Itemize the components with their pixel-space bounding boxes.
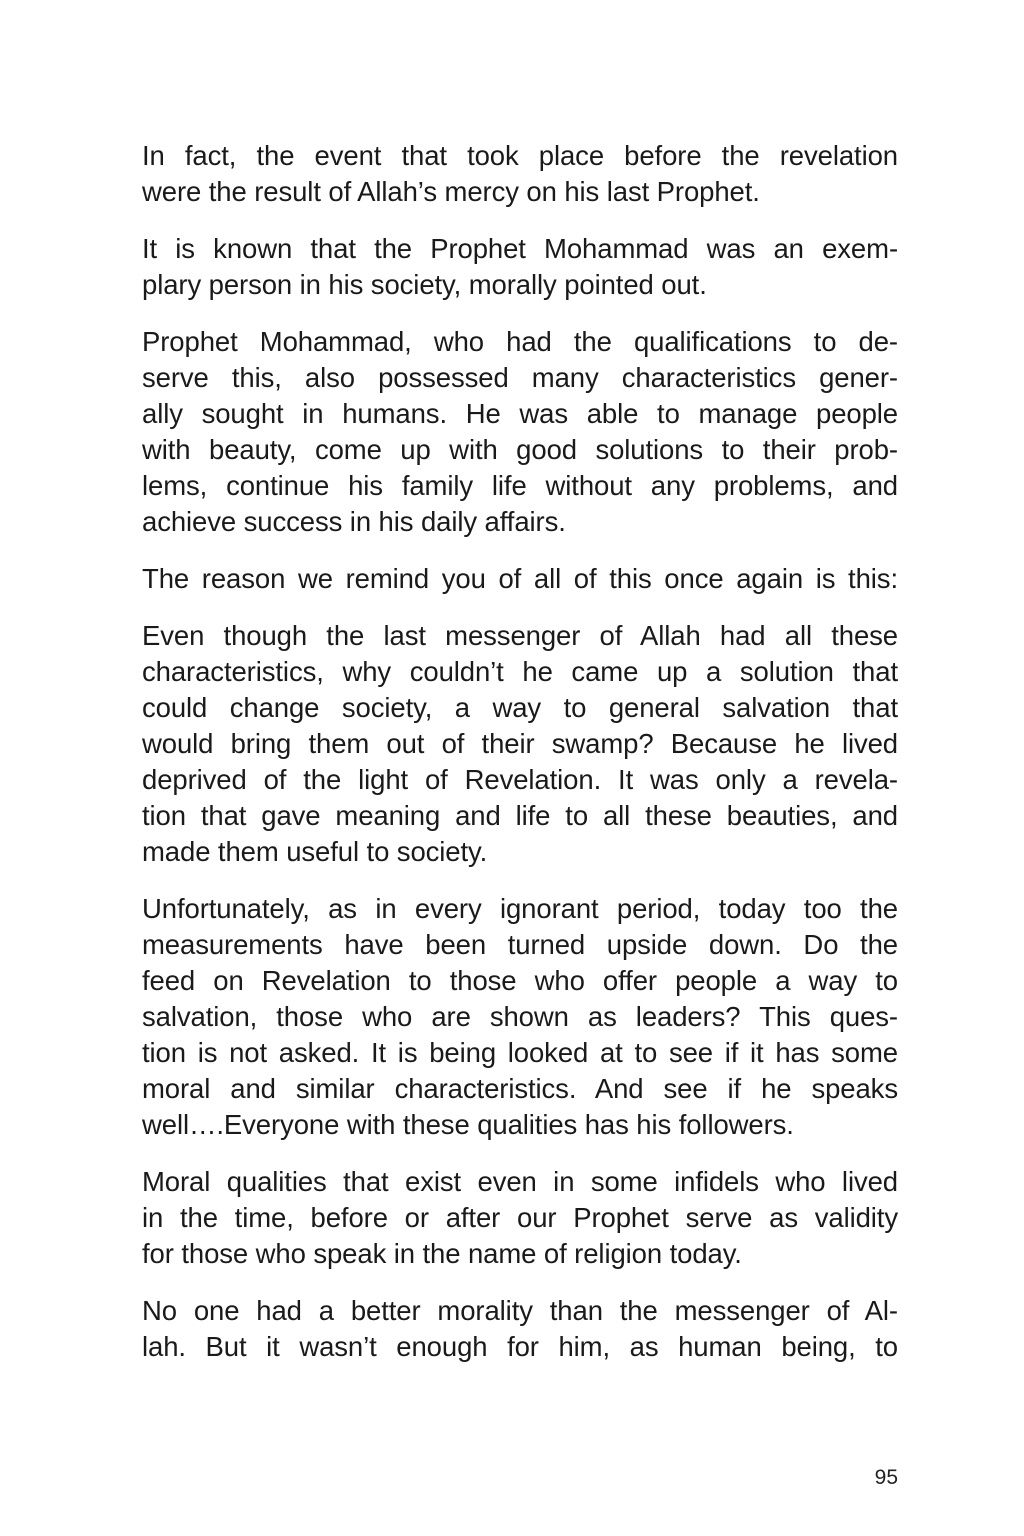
text-line: for those who speak in the name of religion today. bbox=[142, 1238, 742, 1269]
text-line: Prophet Mohammad, who had the qualifications to de- bbox=[142, 326, 898, 357]
text-line: plary person in his society, morally pointed out. bbox=[142, 269, 707, 300]
text-line: feed on Revelation to those who offer people a way to bbox=[142, 965, 898, 996]
text-line: were the result of Allah’s mercy on his last Prophet. bbox=[142, 176, 760, 207]
text-line: would bring them out of their swamp? Because he lived bbox=[142, 728, 898, 759]
page-number: 95 bbox=[874, 1466, 898, 1489]
paragraph-2 bbox=[142, 231, 898, 303]
text-line: lems, continue his family life without any problems, and bbox=[142, 470, 898, 501]
paragraph-7 bbox=[142, 1164, 898, 1272]
text-line: lah. But it wasn’t enough for him, as human being, to bbox=[142, 1331, 898, 1362]
text-line: tion that gave meaning and life to all these beauties, and bbox=[142, 800, 898, 831]
text-line: ally sought in humans. He was able to manage people bbox=[142, 398, 898, 429]
text-line: It is known that the Prophet Mohammad was an exem- bbox=[142, 233, 898, 264]
text-line: In fact, the event that took place before the revelation bbox=[142, 140, 898, 171]
paragraph-8 bbox=[142, 1293, 898, 1365]
text-line: Moral qualities that exist even in some infidels who lived bbox=[142, 1166, 898, 1197]
text-line: serve this, also possessed many characteristics gener- bbox=[142, 362, 898, 393]
text-line: characteristics, why couldn’t he came up a solution that bbox=[142, 656, 898, 687]
text-line: Unfortunately, as in every ignorant period, today too the bbox=[142, 893, 898, 924]
text-line: No one had a better morality than the messenger of Al- bbox=[142, 1295, 898, 1326]
text-line: moral and similar characteristics. And see if he speaks bbox=[142, 1073, 898, 1104]
paragraph-1 bbox=[142, 138, 898, 210]
text-line: well….Everyone with these qualities has his followers. bbox=[142, 1109, 794, 1140]
page-body bbox=[142, 138, 898, 1386]
paragraph-4 bbox=[142, 561, 898, 597]
text-line: in the time, before or after our Prophet serve as validity bbox=[142, 1202, 898, 1233]
text-line: The reason we remind you of all of this once again is this: bbox=[142, 563, 898, 594]
text-line: salvation, those who are shown as leaders? This ques- bbox=[142, 1001, 898, 1032]
text-line: could change society, a way to general salvation that bbox=[142, 692, 898, 723]
text-line: Even though the last messenger of Allah had all these bbox=[142, 620, 898, 651]
text-line: measurements have been turned upside down. Do the bbox=[142, 929, 898, 960]
text-line: with beauty, come up with good solutions to their prob- bbox=[142, 434, 898, 465]
text-line: tion is not asked. It is being looked at to see if it has some bbox=[142, 1037, 898, 1068]
paragraph-3 bbox=[142, 324, 898, 540]
text-line: made them useful to society. bbox=[142, 836, 488, 867]
paragraph-6 bbox=[142, 891, 898, 1143]
text-line: achieve success in his daily affairs. bbox=[142, 506, 566, 537]
text-line: deprived of the light of Revelation. It was only a revela- bbox=[142, 764, 898, 795]
paragraph-5 bbox=[142, 618, 898, 870]
